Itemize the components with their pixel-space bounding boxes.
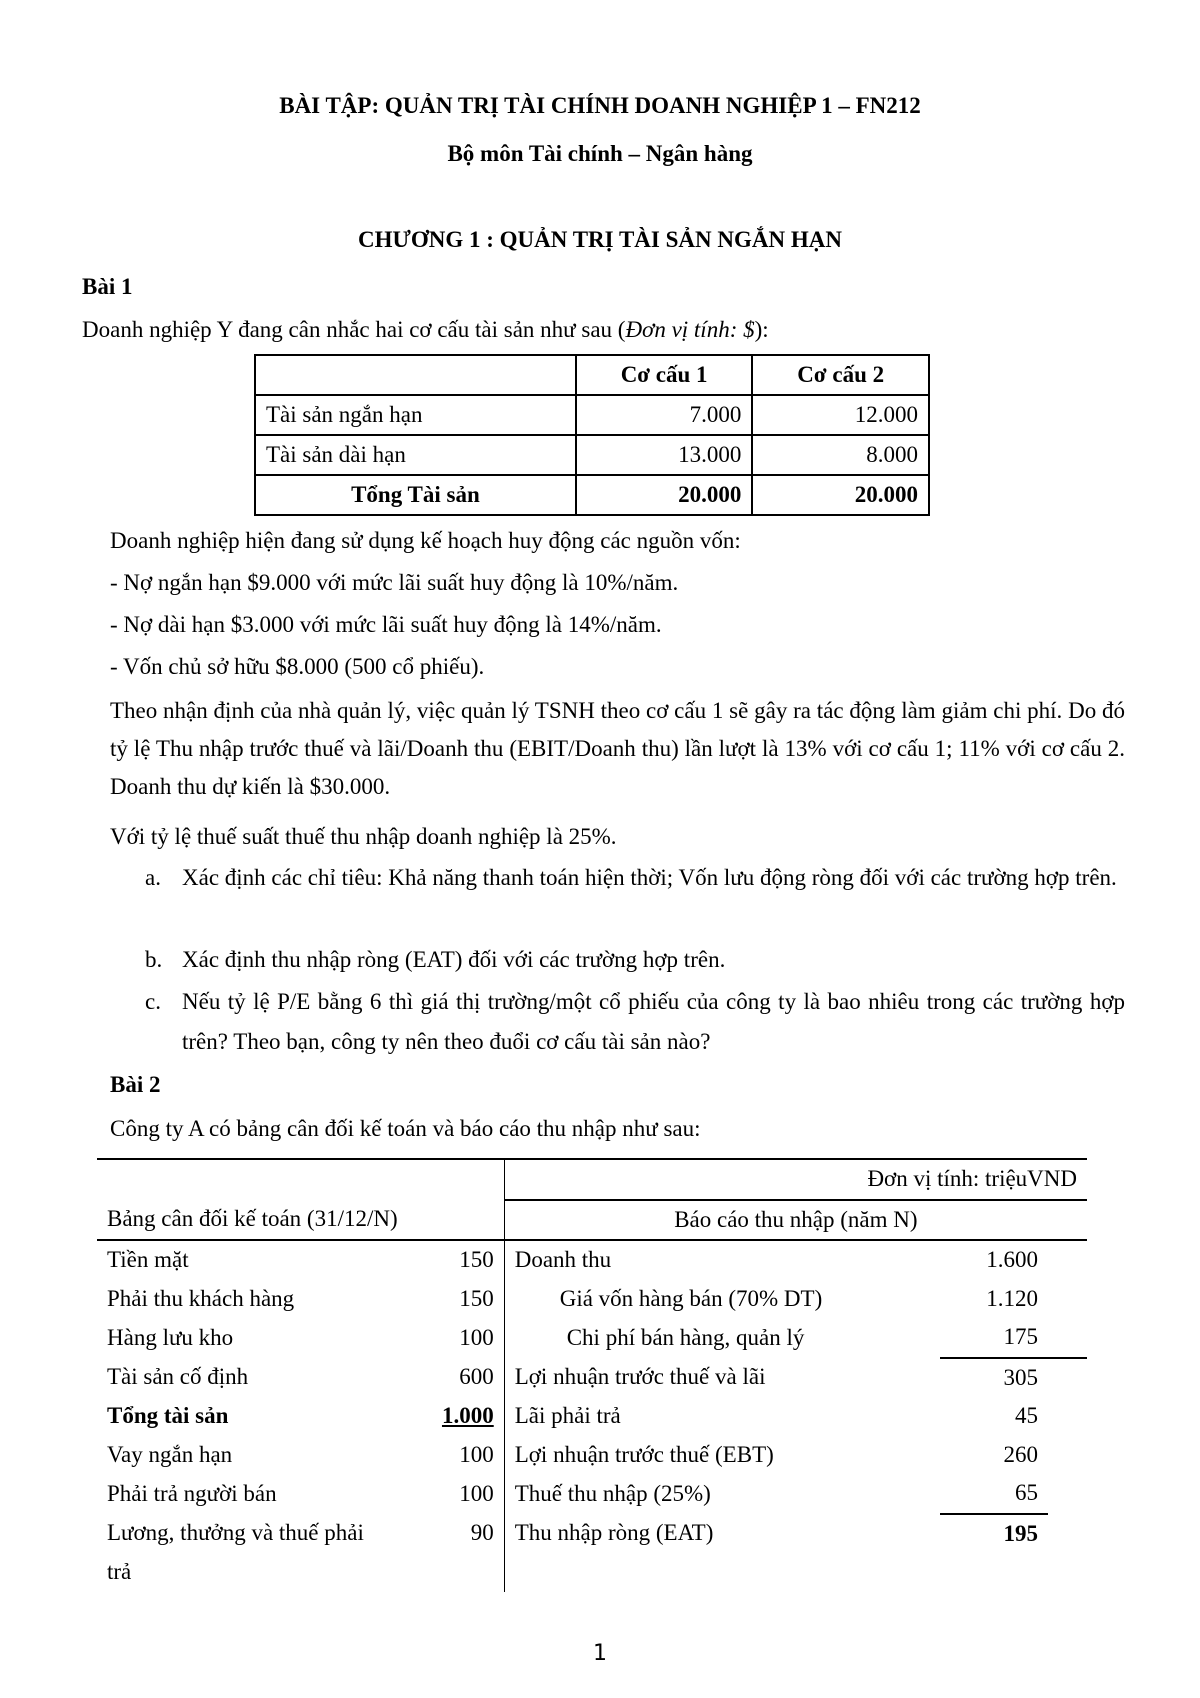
question-text: Xác định các chỉ tiêu: Khả năng thanh toán hiện thời; Vốn lưu động ròng đối với các trường hợp trên.: [182, 865, 1117, 890]
income-statement-title: Báo cáo thu nhập (năm N): [674, 1206, 918, 1232]
cell-value: 20.000: [576, 475, 753, 515]
table-row: [97, 1318, 1087, 1358]
cell-value: 8.000: [752, 435, 929, 475]
empty-cell: [1048, 1358, 1087, 1398]
table-header-row: [97, 1200, 1087, 1241]
document-subtitle: Bộ môn Tài chính – Ngân hàng: [447, 141, 753, 166]
bs-value: 150: [405, 1280, 504, 1319]
is-value: 45: [1014, 1403, 1038, 1429]
bs-value: 100: [405, 1474, 504, 1514]
empty-cell: [97, 1159, 405, 1200]
bs-total-label: Tổng tài sản: [107, 1403, 229, 1429]
table-row: [97, 1358, 1087, 1398]
row-label: Tổng Tài sản: [255, 475, 576, 515]
table-row: [97, 1553, 1087, 1592]
is-label: [504, 1553, 940, 1592]
bai1-intro-unit: Đơn vị tính: $: [625, 317, 755, 342]
bs-value: 600: [405, 1358, 504, 1398]
empty-cell: [1048, 1514, 1087, 1554]
cell-value: 7.000: [576, 395, 753, 435]
bs-label: Phải trả người bán: [107, 1480, 277, 1506]
is-value: 195: [1003, 1520, 1038, 1546]
question-a: [145, 858, 1125, 898]
funding-item: - Vốn chủ sở hữu $8.000 (500 cổ phiếu).: [110, 654, 485, 679]
bs-value: 90: [405, 1514, 504, 1554]
asset-structure-table: [254, 354, 930, 516]
bai2-heading: Bài 2: [110, 1072, 161, 1097]
is-label: Doanh thu: [504, 1240, 940, 1280]
document-title: BÀI TẬP: QUẢN TRỊ TÀI CHÍNH DOANH NGHIỆP 1 – FN212: [279, 93, 921, 118]
table-row: [97, 1514, 1087, 1554]
is-value: [940, 1553, 1048, 1592]
bs-value: [405, 1553, 504, 1592]
table-row: [255, 475, 929, 515]
bs-label: Vay ngắn hạn: [107, 1441, 233, 1467]
empty-cell: [1048, 1240, 1087, 1280]
is-label: Chi phí bán hàng, quản lý: [566, 1324, 805, 1350]
funding-intro: Doanh nghiệp hiện đang sử dụng kế hoạch huy động các nguồn vốn:: [110, 528, 741, 553]
empty-cell: [1048, 1553, 1087, 1592]
table-row: [97, 1436, 1087, 1475]
cell-value: 12.000: [752, 395, 929, 435]
is-label: Giá vốn hàng bán (70% DT): [559, 1285, 823, 1311]
table-header-row: [255, 355, 929, 395]
financial-statements-table: [97, 1158, 1087, 1592]
question-label: a.: [145, 865, 161, 890]
table-row: [255, 435, 929, 475]
bai1-heading: Bài 1: [82, 274, 133, 299]
funding-item: - Nợ ngắn hạn $9.000 với mức lãi suất huy động là 10%/năm.: [110, 570, 679, 595]
table-row: [255, 395, 929, 435]
chapter-title: CHƯƠNG 1 : QUẢN TRỊ TÀI SẢN NGẮN HẠN: [358, 227, 842, 252]
is-value: 260: [1003, 1441, 1038, 1467]
table-row: [97, 1240, 1087, 1280]
bs-value: 100: [405, 1436, 504, 1475]
bs-total-value-text: 1.000: [441, 1403, 494, 1429]
bs-label: Phải thu khách hàng: [107, 1285, 295, 1311]
table-header-cell: Cơ cấu 2: [752, 355, 929, 395]
bs-label: trả: [107, 1559, 132, 1585]
is-value: 1.120: [986, 1285, 1038, 1311]
is-label: Lợi nhuận trước thuế (EBT): [514, 1441, 774, 1467]
is-value: 1.600: [940, 1240, 1048, 1280]
balance-sheet-title: Bảng cân đối kế toán (31/12/N): [97, 1200, 504, 1241]
is-label: Lợi nhuận trước thuế và lãi: [514, 1364, 766, 1390]
is-label: Thuế thu nhập (25%): [514, 1480, 711, 1506]
question-b: [145, 940, 1125, 980]
page-number: 1: [593, 1641, 607, 1666]
bs-value: 150: [405, 1240, 504, 1280]
table-row: [97, 1159, 1087, 1200]
empty-cell: [1048, 1474, 1087, 1514]
table-header-cell: Cơ cấu 1: [576, 355, 753, 395]
is-value: 305: [1003, 1364, 1038, 1390]
bs-value: 100: [405, 1318, 504, 1358]
paragraph: Với tỷ lệ thuế suất thuế thu nhập doanh nghiệp là 25%.: [110, 824, 617, 849]
question-label: c.: [145, 989, 161, 1014]
bai1-intro-prefix: Doanh nghiệp Y đang cân nhắc hai cơ cấu tài sản như sau (: [82, 317, 626, 342]
question-c: [145, 982, 1125, 1062]
bai2-intro: Công ty A có bảng cân đối kế toán và báo cáo thu nhập như sau:: [110, 1116, 701, 1141]
is-label: Lãi phải trả: [514, 1403, 621, 1429]
bs-label: Hàng lưu kho: [107, 1324, 234, 1350]
table-row: [97, 1474, 1087, 1514]
unit-label: Đơn vị tính: triệuVND: [504, 1159, 1087, 1200]
empty-cell: [1048, 1436, 1087, 1475]
empty-cell: [1048, 1397, 1087, 1436]
table-header-cell: [255, 355, 576, 395]
bs-label: Tiền mặt: [97, 1240, 405, 1280]
bs-label: Lương, thưởng và thuế phải: [107, 1520, 364, 1546]
row-label: Tài sản dài hạn: [255, 435, 576, 475]
is-value: 175: [940, 1318, 1048, 1358]
is-value: 65: [940, 1474, 1048, 1514]
bs-total-value: [405, 1397, 504, 1436]
table-row: [97, 1397, 1087, 1436]
bs-label: Tài sản cố định: [107, 1364, 249, 1390]
cell-value: 13.000: [576, 435, 753, 475]
bai1-intro: [82, 311, 1097, 349]
row-label: Tài sản ngắn hạn: [255, 395, 576, 435]
question-text: Xác định thu nhập ròng (EAT) đối với các trường hợp trên.: [182, 947, 726, 972]
empty-cell: [1048, 1280, 1087, 1319]
funding-item: - Nợ dài hạn $3.000 với mức lãi suất huy động là 14%/năm.: [110, 612, 662, 637]
empty-cell: [1048, 1318, 1087, 1358]
is-label: Thu nhập ròng (EAT): [514, 1520, 714, 1546]
question-text: Nếu tỷ lệ P/E bằng 6 thì giá thị trường/một cổ phiếu của công ty là bao nhiêu trong các trường hợp trên? Theo bạn, công ty nên theo đuổi cơ cấu tài sản nào?: [182, 989, 1125, 1054]
paragraph: Theo nhận định của nhà quản lý, việc quản lý TSNH theo cơ cấu 1 sẽ gây ra tác động làm giảm chi phí. Do đó tỷ lệ Thu nhập trước thuế và lãi/Doanh thu (EBIT/Doanh thu) lần lượt là 13% với cơ cấu 1; 11% với cơ cấu 2. Doanh thu dự kiến là $30.000.: [110, 698, 1125, 799]
cell-value: 20.000: [752, 475, 929, 515]
empty-cell: [405, 1159, 504, 1200]
table-row: [97, 1280, 1087, 1319]
question-label: b.: [145, 947, 163, 972]
bai1-intro-suffix: ):: [754, 317, 769, 342]
